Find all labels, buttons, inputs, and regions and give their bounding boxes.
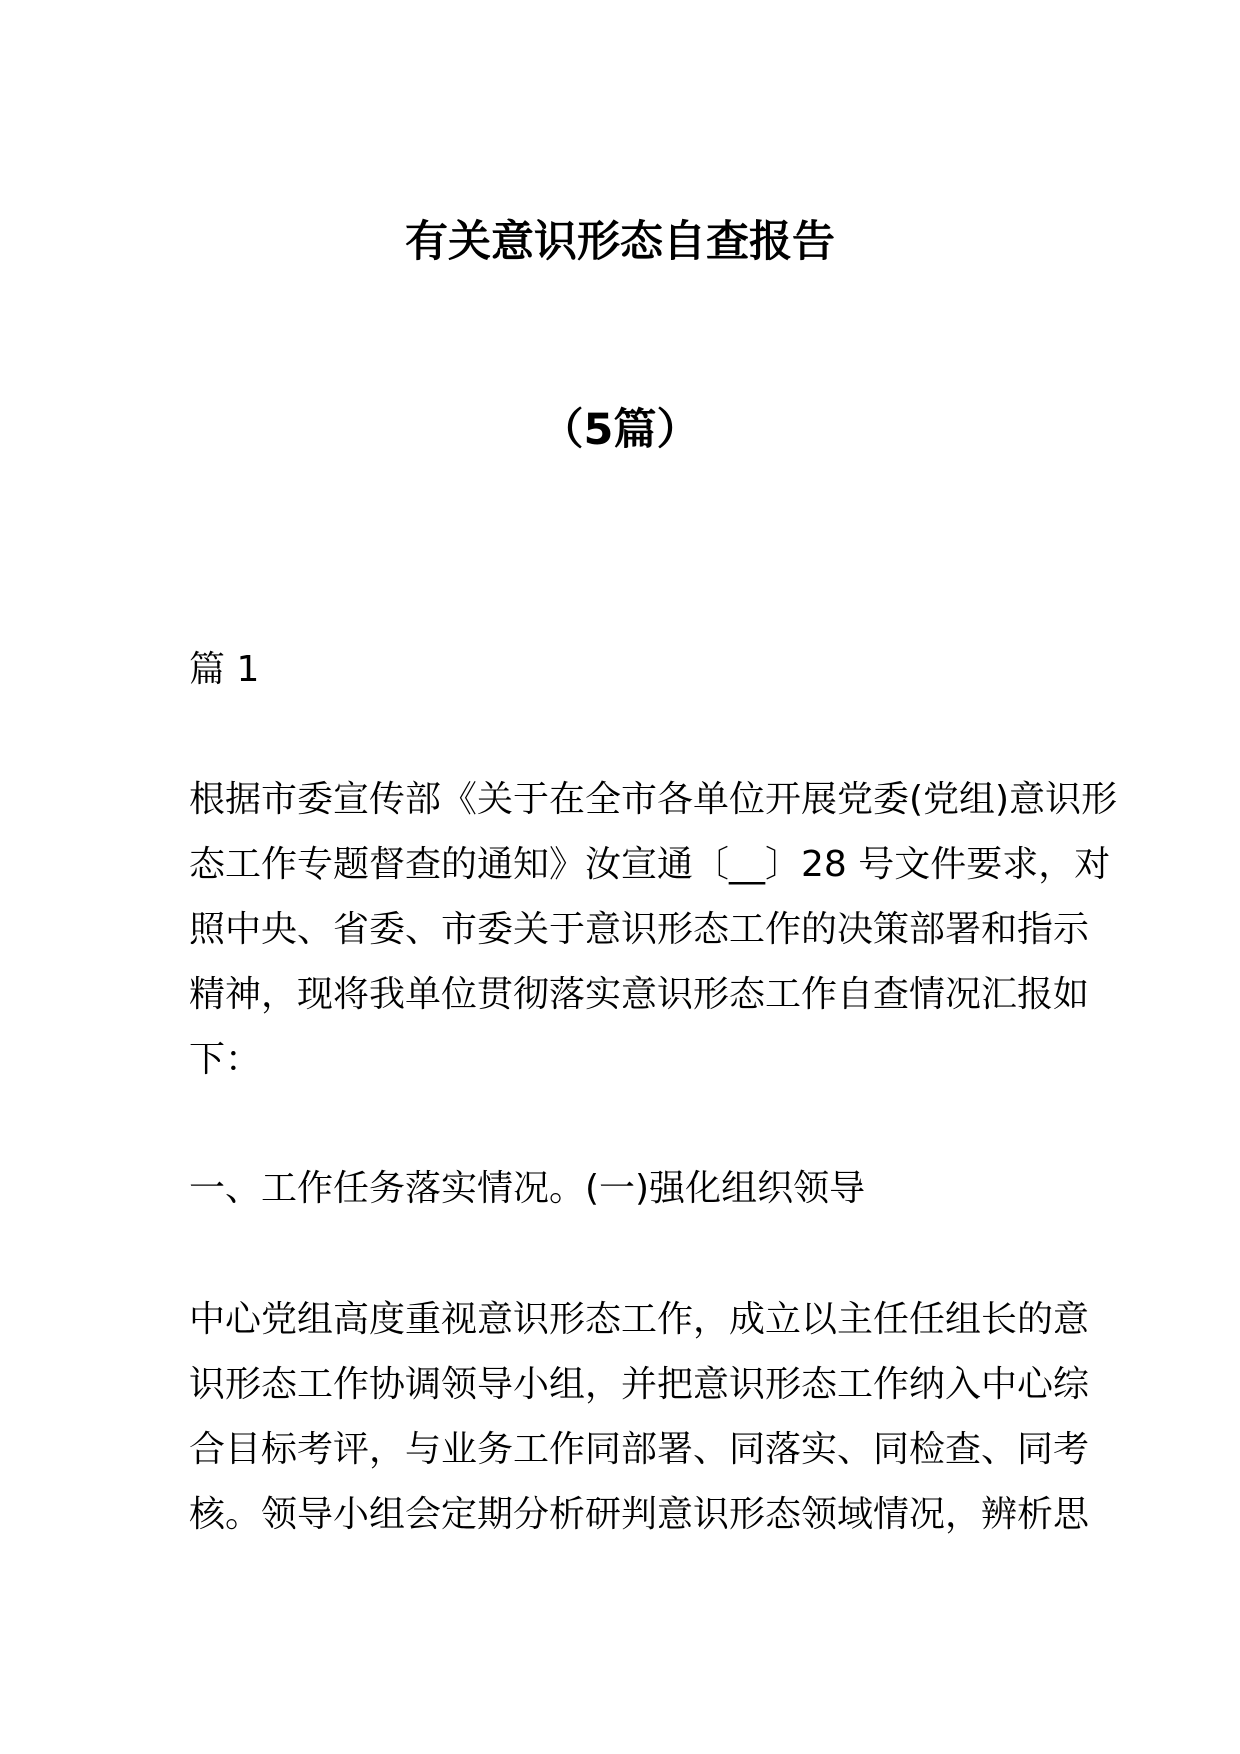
paragraph-line: 精神，现将我单位贯彻落实意识形态工作自查情况汇报如: [189, 974, 1090, 1015]
document-subtitle: （5篇）: [540, 405, 700, 455]
paragraph-line: 根据市委宣传部《关于在全市各单位开展党委(党组)意识形: [189, 779, 1118, 820]
section-label: 篇 1: [189, 649, 260, 690]
paragraph-line: 下：: [189, 1039, 262, 1080]
document-title: 有关意识形态自查报告: [405, 217, 835, 267]
paragraph-line: 态工作专题督查的通知》汝宣通〔__〕28 号文件要求，对: [189, 844, 1111, 885]
paragraph-line: 照中央、省委、市委关于意识形态工作的决策部署和指示: [189, 909, 1090, 950]
paragraph-line: 识形态工作协调领导小组，并把意识形态工作纳入中心综: [189, 1364, 1090, 1405]
paragraph-line: 合目标考评，与业务工作同部署、同落实、同检查、同考: [189, 1429, 1090, 1470]
paragraph-line: 核。领导小组会定期分析研判意识形态领域情况，辨析思: [189, 1494, 1090, 1535]
section-heading: 一、工作任务落实情况。(一)强化组织领导: [189, 1168, 866, 1209]
paragraph-line: 中心党组高度重视意识形态工作，成立以主任任组长的意: [189, 1299, 1090, 1340]
